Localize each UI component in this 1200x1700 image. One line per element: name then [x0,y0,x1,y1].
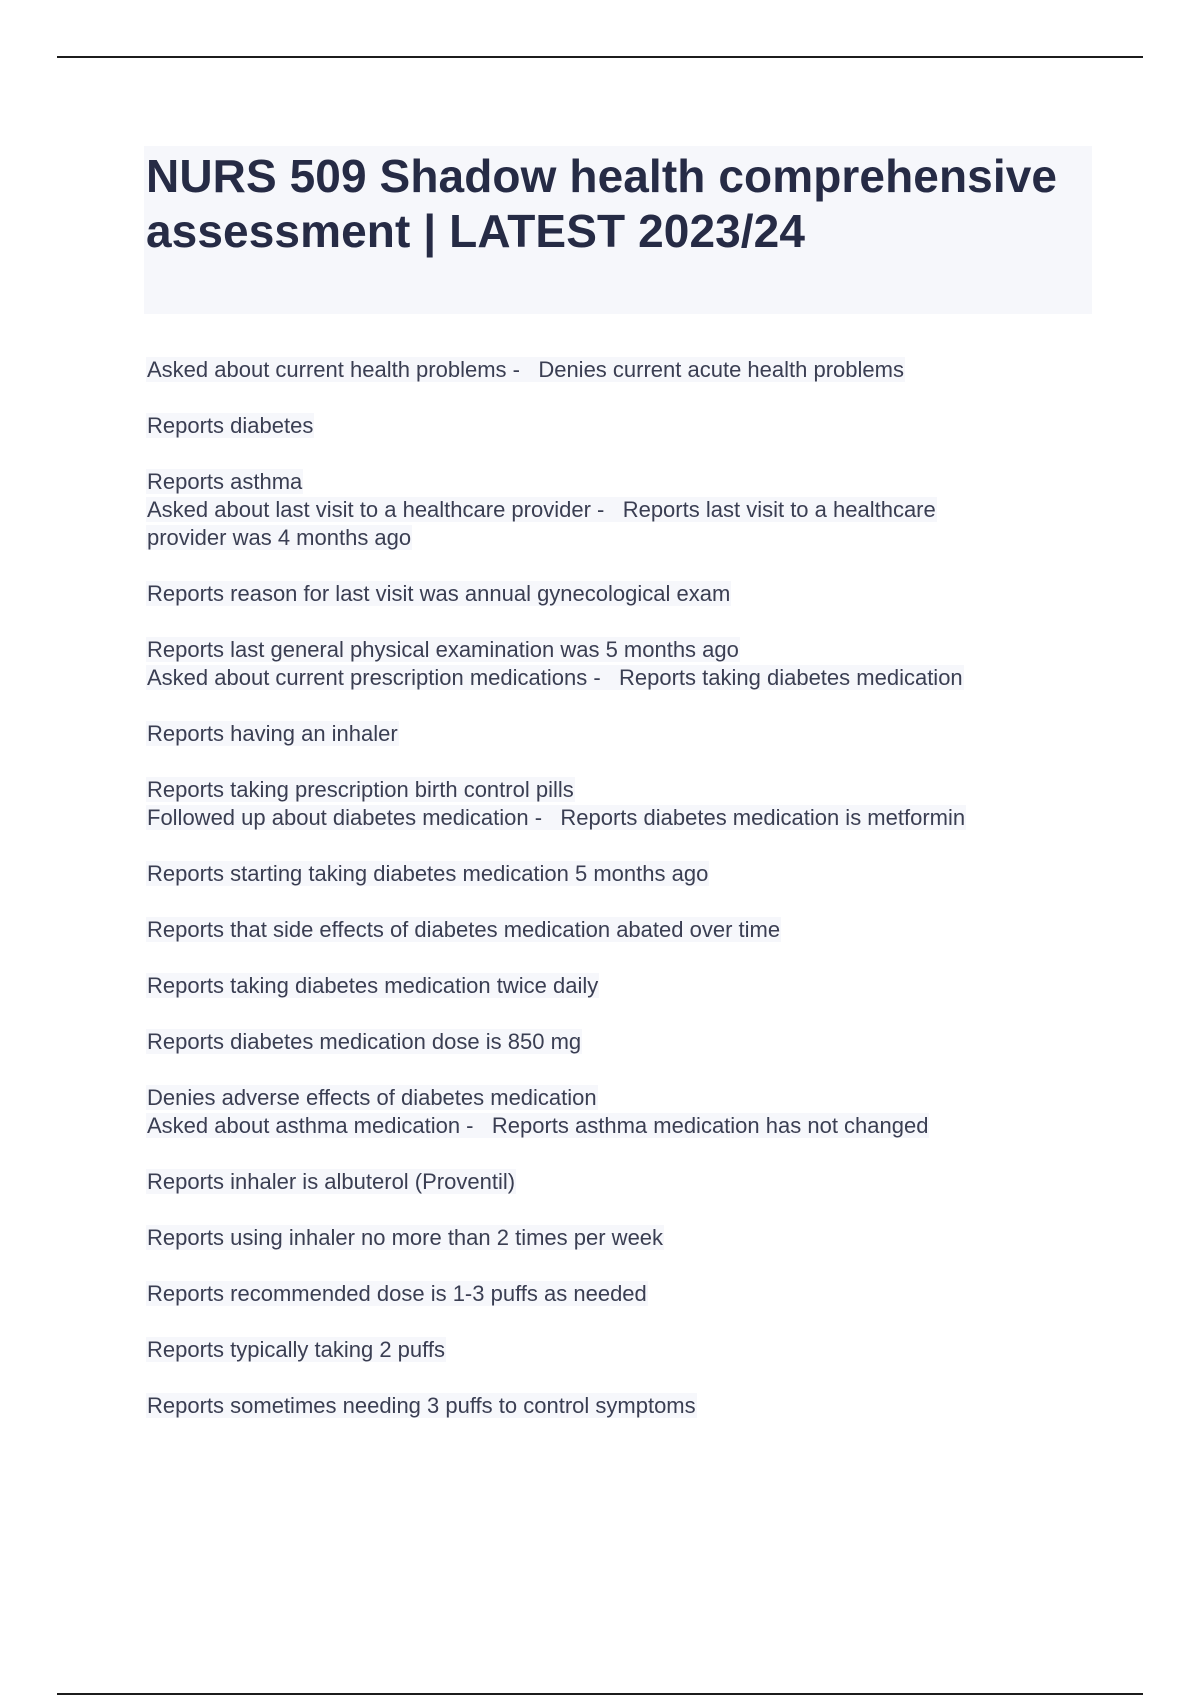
document-title: NURS 509 Shadow health comprehensive assessment | LATEST 2023/24 [146,150,1058,257]
list-item [146,804,1106,832]
list-item [146,1336,1106,1364]
entry-text: Reports having an inhaler [147,721,398,746]
entry-text: Reports typically taking 2 puffs [147,1337,445,1362]
answer-text: Denies current acute health problems [538,357,904,382]
list-item [146,412,1106,440]
entries-list [146,356,1106,1420]
entry-text: Reports inhaler is albuterol (Proventil) [147,1169,516,1194]
list-item [146,1168,1106,1196]
list-item [146,860,1106,888]
answer-text: Reports asthma medication has not changed [491,1113,929,1138]
entry-text: Reports diabetes [147,413,314,438]
answer-text: Reports last visit to a healthcare [622,497,936,522]
entry-text: Reports taking diabetes medication twice daily [147,973,599,998]
list-item [146,916,1106,944]
question-text: Asked about last visit to a healthcare provider - [147,497,605,522]
answer-continuation: provider was 4 months ago [147,525,412,550]
entry-text: Denies adverse effects of diabetes medication [147,1085,597,1110]
answer-text: Reports taking diabetes medication [619,665,963,690]
list-item-continuation [146,524,1106,552]
entry-text: Reports last general physical examination was 5 months ago [147,637,739,662]
bottom-rule [57,1693,1143,1695]
entry-text: Reports asthma [147,469,303,494]
list-item [146,496,1106,524]
list-item [146,580,1106,608]
entry-text: Reports diabetes medication dose is 850 mg [147,1029,582,1054]
list-item [146,720,1106,748]
question-text: Asked about current health problems - [147,357,520,382]
list-item [146,1280,1106,1308]
top-rule [57,56,1143,58]
list-item [146,636,1106,664]
title-block [144,146,1092,314]
answer-text: Reports diabetes medication is metformin [560,805,966,830]
list-item [146,664,1106,692]
entry-text: Reports recommended dose is 1-3 puffs as needed [147,1281,647,1306]
entry-text: Reports that side effects of diabetes medication abated over time [147,917,781,942]
question-text: Followed up about diabetes medication - [147,805,543,830]
list-item [146,356,1106,384]
entry-text: Reports using inhaler no more than 2 times per week [147,1225,664,1250]
list-item [146,776,1106,804]
list-item [146,1224,1106,1252]
list-item [146,1084,1106,1112]
list-item [146,972,1106,1000]
list-item [146,1112,1106,1140]
list-item [146,1392,1106,1420]
entry-text: Reports taking prescription birth control pills [147,777,574,802]
list-item [146,1028,1106,1056]
question-text: Asked about current prescription medications - [147,665,601,690]
entry-text: Reports reason for last visit was annual gynecological exam [147,581,731,606]
list-item [146,468,1106,496]
entry-text: Reports starting taking diabetes medication 5 months ago [147,861,709,886]
entry-text: Reports sometimes needing 3 puffs to control symptoms [147,1393,696,1418]
question-text: Asked about asthma medication - [147,1113,474,1138]
